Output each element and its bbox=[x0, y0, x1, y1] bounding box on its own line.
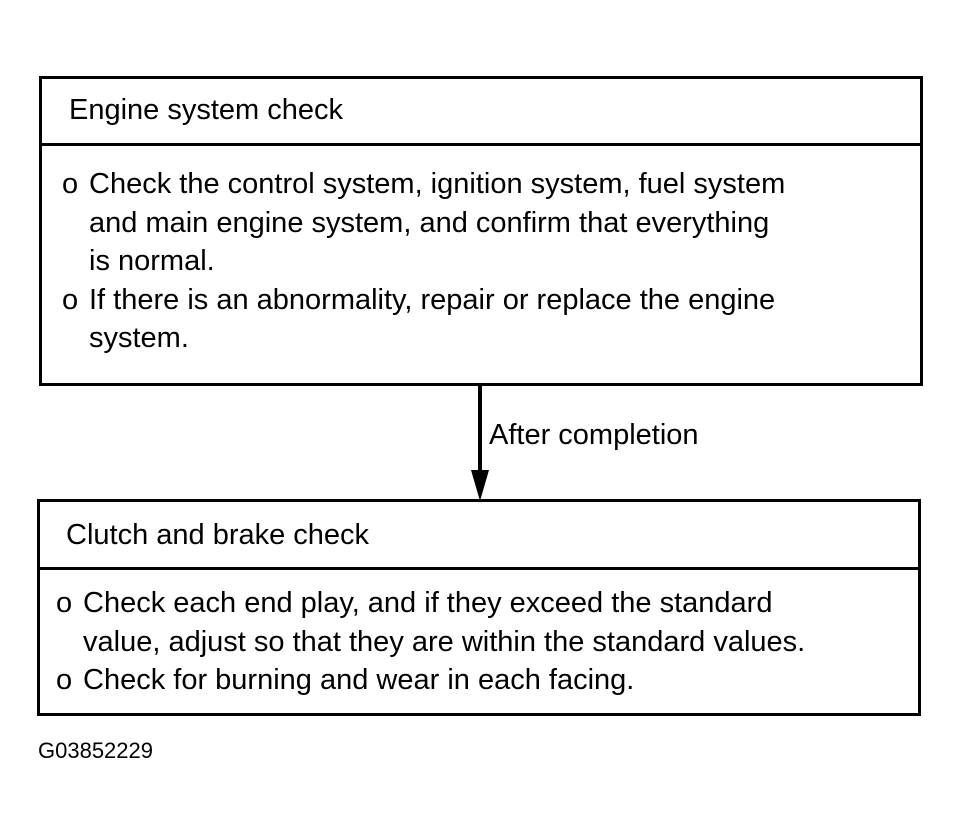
engine-system-check-title: Engine system check bbox=[42, 79, 920, 146]
flow-arrow-head bbox=[471, 470, 489, 501]
step2-item-1-line-1: Check each end play, and if they exceed the standard bbox=[83, 587, 773, 619]
step1-item-1 bbox=[62, 165, 920, 281]
step2-item-1-line-2: value, adjust so that they are within the standard values. bbox=[83, 625, 806, 658]
bullet-marker: o bbox=[62, 283, 79, 316]
bullet-marker: o bbox=[56, 664, 73, 696]
clutch-and-brake-check-box bbox=[37, 499, 921, 716]
after-completion-label: After completion bbox=[489, 419, 699, 451]
bullet-marker: o bbox=[62, 168, 79, 200]
step1-item-1-line-2: and main engine system, and confirm that everything bbox=[89, 206, 770, 239]
step1-item-1-line-1: Check the control system, ignition system, fuel system bbox=[89, 168, 786, 200]
engine-system-check-body bbox=[42, 146, 920, 358]
engine-system-check-box bbox=[39, 76, 923, 386]
figure-id: G03852229 bbox=[38, 738, 153, 763]
step2-item-2-line-1: Check for burning and wear in each facing. bbox=[83, 664, 635, 696]
step1-item-2-line-1: If there is an abnormality, repair or replace the engine bbox=[89, 283, 776, 316]
step2-item-2 bbox=[56, 661, 918, 700]
clutch-and-brake-check-body bbox=[40, 570, 918, 700]
clutch-and-brake-check-title: Clutch and brake check bbox=[40, 502, 918, 570]
bullet-marker: o bbox=[56, 587, 73, 619]
step1-item-2-line-2: system. bbox=[89, 322, 189, 354]
step2-item-1 bbox=[56, 584, 918, 661]
step1-item-1-line-3: is normal. bbox=[89, 245, 215, 277]
step1-item-2 bbox=[62, 281, 920, 358]
